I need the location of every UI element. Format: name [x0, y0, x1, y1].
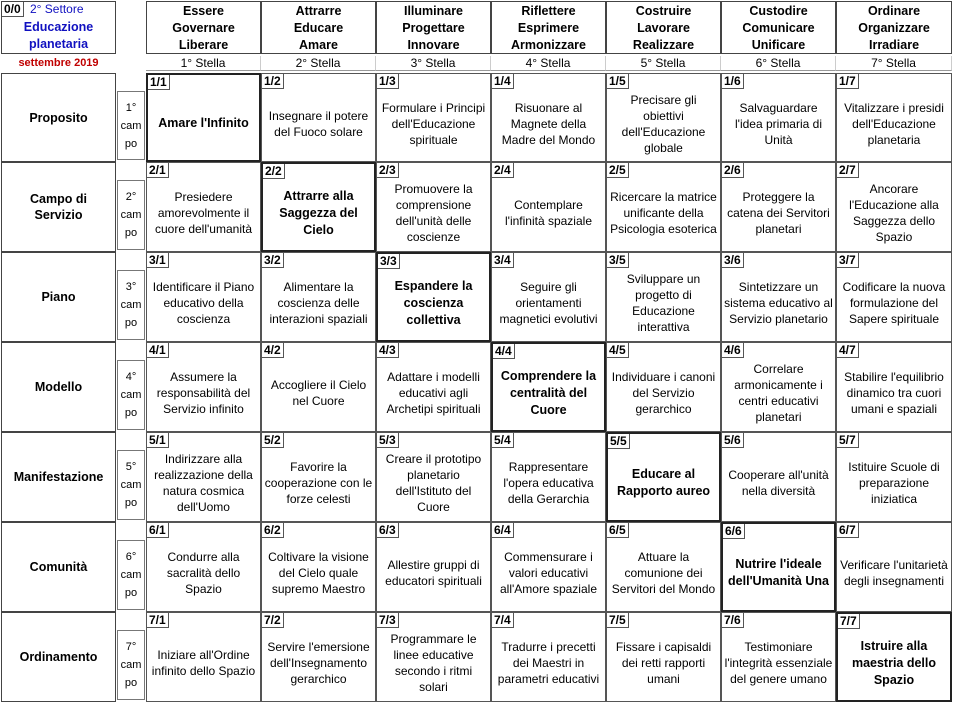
cell-code: 1/7 — [837, 74, 859, 89]
row-label: Ordinamento — [1, 612, 116, 702]
cell-text: Presiedere amorevolmente il cuore dell'umanità — [154, 190, 252, 236]
grid-cell — [721, 252, 836, 342]
field-number — [117, 540, 145, 610]
cell-text: Verificare l'unitarietà degli insegnamenti — [840, 558, 948, 588]
field-number-part: cam — [120, 209, 142, 221]
grid-cell — [836, 162, 952, 252]
grid-cell — [491, 162, 606, 252]
cell-code: 5/6 — [722, 433, 744, 448]
cell-text: Coltivare la visione del Cielo quale supremo Maestro — [268, 550, 369, 596]
row-label: Campo di Servizio — [1, 162, 116, 252]
page-title-line2: planetaria — [28, 37, 89, 51]
field-number-part: po — [124, 317, 138, 329]
cell-text: Identificare il Piano educativo della coscienza — [152, 280, 255, 326]
grid-cell — [836, 342, 952, 432]
cell-code: 5/3 — [377, 433, 399, 448]
cell-code: 7/1 — [147, 613, 169, 628]
column-header-line: Attrarre — [295, 4, 342, 18]
grid-cell — [606, 342, 721, 432]
column-header — [836, 1, 952, 54]
cell-text: Commensurare i valori educativi all'Amore spaziale — [499, 550, 597, 596]
cell-text: Alimentare la coscienza delle interazioni spaziali — [269, 280, 368, 326]
field-number-part: po — [124, 407, 138, 419]
grid-cell — [376, 612, 491, 702]
grid-cell — [261, 73, 376, 162]
grid-cell — [146, 342, 261, 432]
star-label: 5° Stella — [606, 56, 721, 71]
cell-text: Tradurre i precetti dei Maestri in parametri educativi — [497, 640, 600, 686]
grid-cell — [146, 432, 261, 522]
cell-code: 6/6 — [723, 524, 745, 539]
cell-code: 4/2 — [262, 343, 284, 358]
star-label: 7° Stella — [836, 56, 952, 71]
cell-code: 7/5 — [607, 613, 629, 628]
column-header — [721, 1, 836, 54]
cell-code: 6/2 — [262, 523, 284, 538]
cell-text: Promuovere la comprensione dell'unità delle coscienze — [394, 182, 473, 244]
field-number-part: cam — [120, 659, 142, 671]
field-number-part: 2° — [125, 191, 137, 203]
date-label: settembre 2019 — [18, 57, 99, 69]
grid-cell — [836, 73, 952, 162]
cell-text: Accogliere il Cielo nel Cuore — [270, 378, 367, 408]
grid-cell — [491, 612, 606, 702]
grid-cell — [261, 342, 376, 432]
field-number-part: po — [124, 677, 138, 689]
cell-text: Amare l'Infinito — [158, 116, 249, 130]
grid-cell — [146, 522, 261, 612]
grid-cell — [721, 342, 836, 432]
grid-cell — [606, 73, 721, 162]
sector-label: 2° Settore — [30, 2, 84, 16]
star-label: 2° Stella — [261, 56, 376, 71]
cell-text: Comprendere la centralità del Cuore — [500, 368, 597, 417]
field-number-part: cam — [120, 119, 142, 132]
column-header-line: Illuminare — [403, 4, 464, 18]
field-number-part: 1° — [125, 101, 137, 114]
column-header — [491, 1, 606, 54]
row-label: Modello — [1, 342, 116, 432]
column-header-line: Comunicare — [742, 21, 815, 35]
grid-cell — [376, 432, 491, 522]
cell-text: Sintetizzare un sistema educativo al Servizio planetario — [724, 280, 833, 326]
cell-text: Stabilire l'equilibrio dinamico tra cuori umani e spaziali — [844, 370, 944, 416]
cell-code: 4/3 — [377, 343, 399, 358]
cell-code: 1/1 — [148, 75, 170, 90]
grid-cell — [261, 612, 376, 702]
grid-cell — [146, 73, 261, 162]
cell-text: Proteggere la catena dei Servitori planetari — [727, 190, 830, 236]
cell-code: 2/7 — [837, 163, 859, 178]
cell-code: 5/2 — [262, 433, 284, 448]
grid-cell — [491, 252, 606, 342]
cell-code: 3/5 — [607, 253, 629, 268]
field-number — [117, 91, 145, 160]
field-number-part: po — [124, 227, 138, 239]
field-number-part: po — [124, 587, 138, 599]
cell-text: Attrarre alla Saggezza del Cielo — [279, 188, 358, 237]
grid-cell — [606, 252, 721, 342]
cell-text: Assumere la responsabilità del Servizio infinito — [156, 370, 251, 416]
grid-cell — [836, 612, 952, 702]
grid-cell — [721, 522, 836, 612]
cell-text: Formulare i Principi dell'Educazione spirituale — [381, 100, 486, 147]
grid-cell — [376, 342, 491, 432]
column-header-line: Ordinare — [867, 4, 921, 18]
column-header-line: Riflettere — [521, 4, 576, 18]
star-label: 4° Stella — [491, 56, 606, 71]
cell-text: Insegnare il potere del Fuoco solare — [268, 108, 369, 139]
row-label: Comunità — [1, 522, 116, 612]
corner-code: 0/0 — [2, 2, 24, 17]
grid-cell — [261, 432, 376, 522]
column-header-line: Essere — [182, 4, 224, 18]
cell-text: Espandere la coscienza collettiva — [394, 278, 473, 327]
cell-code: 3/3 — [378, 254, 400, 269]
column-header-line: Governare — [172, 21, 235, 35]
field-number — [117, 360, 145, 430]
grid-cell — [491, 342, 606, 432]
cell-code: 4/4 — [493, 344, 515, 359]
cell-code: 7/6 — [722, 613, 744, 628]
cell-code: 6/7 — [837, 523, 859, 538]
grid-cell — [376, 73, 491, 162]
cell-code: 2/2 — [263, 164, 285, 179]
cell-code: 5/5 — [608, 434, 630, 449]
cell-code: 7/7 — [838, 614, 860, 629]
cell-code: 6/4 — [492, 523, 514, 538]
grid-cell — [146, 612, 261, 702]
field-number-part: cam — [120, 389, 142, 401]
cell-text: Creare il prototipo planetario dell'Istituto del Cuore — [385, 452, 482, 514]
grid-cell — [376, 162, 491, 252]
cell-code: 4/6 — [722, 343, 744, 358]
cell-text: Indirizzare alla realizzazione della natura cosmica dell'Uomo — [154, 452, 253, 514]
field-number-part: 6° — [125, 551, 137, 563]
cell-text: Allestire gruppi di educatori spirituali — [385, 558, 482, 588]
column-header-line: Innovare — [407, 38, 460, 52]
cell-text: Istruire alla maestria dello Spazio — [851, 638, 937, 687]
cell-text: Risuonare al Magnete della Madre del Mondo — [501, 100, 596, 147]
grid-cell — [721, 73, 836, 162]
grid-cell — [376, 522, 491, 612]
corner-block — [1, 1, 116, 54]
field-number-part: 3° — [125, 281, 137, 293]
grid-cell — [606, 522, 721, 612]
column-header — [146, 1, 261, 54]
star-label: 3° Stella — [376, 56, 491, 71]
column-header-line: Educare — [293, 21, 344, 35]
cell-text: Correlare armonicamente i centri educativi planetari — [734, 362, 823, 424]
field-number-part: 4° — [125, 371, 137, 383]
cell-text: Istituire Scuole di preparazione iniziatica — [848, 460, 940, 506]
star-label: 6° Stella — [721, 56, 836, 71]
cell-text: Seguire gli orientamenti magnetici evolutivi — [499, 280, 598, 326]
field-number-part: 5° — [125, 461, 137, 473]
column-header-line: Progettare — [402, 21, 465, 35]
cell-text: Iniziare all'Ordine infinito dello Spazio — [151, 648, 256, 678]
cell-text: Condurre alla sacralità dello Spazio — [166, 550, 241, 596]
column-header — [376, 1, 491, 54]
grid-cell — [146, 252, 261, 342]
cell-text: Rappresentare l'opera educativa della Gerarchia — [503, 460, 594, 506]
row-label: Manifestazione — [1, 432, 116, 522]
field-number — [117, 270, 145, 340]
grid-cell — [721, 162, 836, 252]
cell-code: 3/1 — [147, 253, 169, 268]
cell-text: Precisare gli obiettivi dell'Educazione globale — [621, 92, 706, 155]
cell-text: Salvaguardare l'idea primaria di Unità — [735, 100, 822, 147]
cell-text: Adattare i modelli educativi agli Archetipi spirituali — [386, 370, 481, 416]
cell-code: 4/1 — [147, 343, 169, 358]
grid-cell — [606, 162, 721, 252]
cell-code: 6/1 — [147, 523, 169, 538]
star-label: 1° Stella — [146, 56, 261, 71]
cell-code: 4/5 — [607, 343, 629, 358]
cell-text: Programmare le linee educative secondo i ritmi solari — [390, 632, 477, 694]
cell-code: 1/4 — [492, 74, 514, 89]
cell-code: 5/1 — [147, 433, 169, 448]
column-header-line: Liberare — [178, 38, 229, 52]
cell-text: Cooperare all'unità nella diversità — [728, 468, 829, 498]
row-label: Proposito — [1, 73, 116, 162]
cell-text: Nutrire l'ideale dell'Umanità Una — [728, 557, 829, 588]
grid-cell — [836, 432, 952, 522]
field-number-part: cam — [120, 569, 142, 581]
cell-code: 6/5 — [607, 523, 629, 538]
row-label: Piano — [1, 252, 116, 342]
field-number-part: 7° — [125, 641, 137, 653]
cell-code: 5/4 — [492, 433, 514, 448]
grid-cell — [836, 522, 952, 612]
grid-cell — [721, 612, 836, 702]
cell-text: Individuare i canoni del Servizio gerarchico — [611, 370, 716, 416]
grid-cell — [146, 162, 261, 252]
cell-text: Servire l'emersione dell'Insegnamento gerarchico — [267, 640, 370, 686]
column-header-line: Lavorare — [637, 21, 690, 35]
cell-code: 3/2 — [262, 253, 284, 268]
column-header-line: Amare — [299, 38, 338, 52]
cell-code: 7/3 — [377, 613, 399, 628]
cell-code: 2/1 — [147, 163, 169, 178]
column-header-line: Organizzare — [858, 21, 930, 35]
grid-cell — [606, 432, 721, 522]
cell-code: 3/7 — [837, 253, 859, 268]
field-number — [117, 630, 145, 700]
grid-cell — [261, 162, 376, 252]
cell-text: Fissare i capisaldi dei retti rapporti umani — [615, 640, 712, 686]
column-header — [261, 1, 376, 54]
cell-code: 1/5 — [607, 74, 629, 89]
grid-cell — [261, 252, 376, 342]
column-header-line: Irradiare — [868, 38, 920, 52]
cell-code: 2/4 — [492, 163, 514, 178]
cell-code: 1/6 — [722, 74, 744, 89]
grid-cell — [376, 252, 491, 342]
grid-cell — [491, 73, 606, 162]
cell-text: Vitalizzare i presidi dell'Educazione planetaria — [844, 100, 944, 147]
cell-code: 1/2 — [262, 74, 284, 89]
cell-code: 1/3 — [377, 74, 399, 89]
cell-text: Codificare la nuova formulazione del Sapere spirituale — [842, 280, 946, 326]
cell-text: Testimoniare l'integrità essenziale del genere umano — [724, 640, 833, 686]
cell-text: Sviluppare un progetto di Educazione interattiva — [626, 272, 701, 334]
field-number-part: cam — [120, 479, 142, 491]
field-number — [117, 450, 145, 520]
cell-code: 2/3 — [377, 163, 399, 178]
grid-cell — [261, 522, 376, 612]
cell-code: 2/5 — [607, 163, 629, 178]
grid-cell — [721, 432, 836, 522]
column-header-line: Esprimere — [517, 21, 580, 35]
cell-code: 5/7 — [837, 433, 859, 448]
page-title — [2, 19, 115, 53]
cell-text: Ricercare la matrice unificante della Psicologia esoterica — [610, 190, 717, 236]
cell-code: 7/2 — [262, 613, 284, 628]
column-header-line: Unificare — [751, 38, 806, 52]
cell-code: 3/4 — [492, 253, 514, 268]
field-number-part: cam — [120, 299, 142, 311]
cell-text: Ancorare l'Educazione alla Saggezza dello Spazio — [849, 182, 939, 244]
cell-text: Educare al Rapporto aureo — [616, 467, 711, 498]
cell-code: 6/3 — [377, 523, 399, 538]
column-header — [606, 1, 721, 54]
grid-cell — [606, 612, 721, 702]
cell-code: 2/6 — [722, 163, 744, 178]
field-number-part: po — [124, 497, 138, 509]
column-header-line: Costruire — [635, 4, 692, 18]
grid-cell — [491, 522, 606, 612]
cell-code: 4/7 — [837, 343, 859, 358]
page-title-line1: Educazione — [23, 20, 94, 34]
field-number-part: po — [124, 137, 138, 150]
cell-code: 7/4 — [492, 613, 514, 628]
column-header-line: Realizzare — [632, 38, 695, 52]
cell-text: Attuare la comunione dei Servitori del Mondo — [611, 550, 716, 596]
cell-text: Favorire la cooperazione con le forze celesti — [264, 460, 373, 506]
grid-cell — [491, 432, 606, 522]
column-header-line: Armonizzare — [510, 38, 587, 52]
cell-text: Contemplare l'infinità spaziale — [504, 198, 592, 228]
field-number — [117, 180, 145, 250]
grid-cell — [836, 252, 952, 342]
cell-code: 3/6 — [722, 253, 744, 268]
column-header-line: Custodire — [749, 4, 808, 18]
